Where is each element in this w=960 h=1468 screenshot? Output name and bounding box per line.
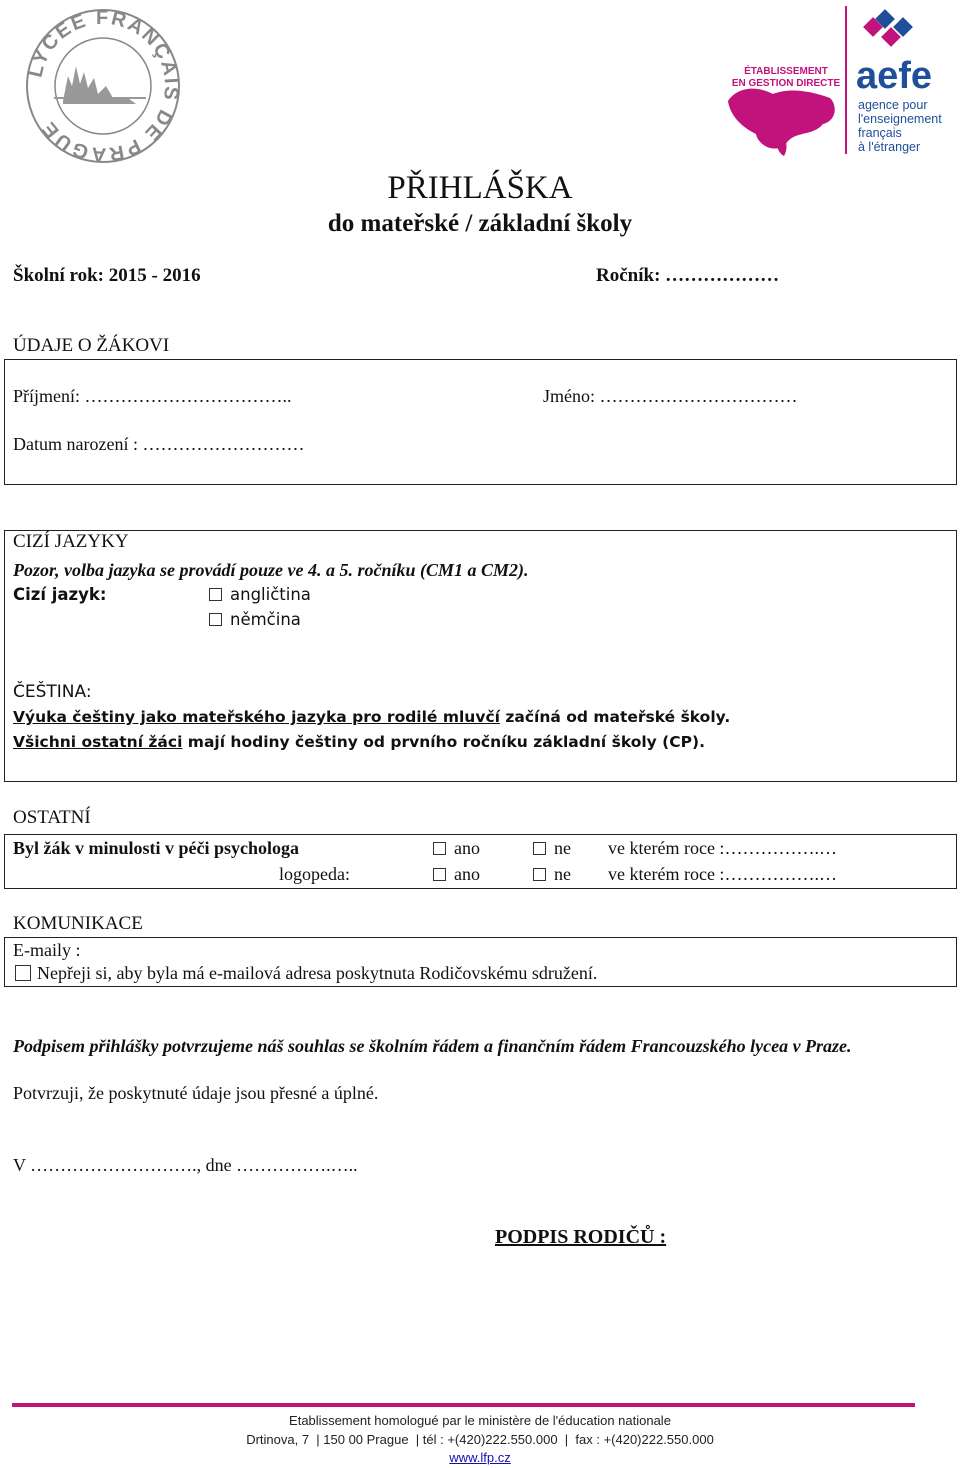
option-german-label: němčina	[230, 610, 301, 629]
egd-line2: EN GESTION DIRECTE	[731, 78, 841, 89]
school-year: Školní rok: 2015 - 2016	[13, 265, 201, 286]
page-title: PŘIHLÁŠKA	[387, 170, 573, 206]
checkbox-german[interactable]	[209, 613, 222, 626]
aefe-line3: français	[858, 126, 902, 140]
communication-heading: KOMUNIKACE	[13, 913, 143, 934]
checkbox-speech-no[interactable]	[533, 868, 546, 881]
email-optout[interactable]	[15, 963, 597, 984]
emails-field[interactable]: E-maily :	[13, 940, 81, 960]
czech-heading: ČEŠTINA:	[13, 682, 92, 702]
czech-line2	[13, 733, 705, 751]
checkbox-english[interactable]	[209, 588, 222, 601]
czech-line2-rest: mají hodiny češtiny od prvního ročníku základní školy (CP).	[182, 733, 705, 751]
speech-year-field[interactable]: ve kterém roce :…………….…	[608, 864, 837, 884]
option-english[interactable]	[209, 585, 311, 604]
consent-statement: Podpisem přihlášky potvrzujeme náš souhlas se školním řádem a finančním řádem Francouzského lycea v Praze.	[13, 1036, 852, 1056]
speech-yes[interactable]	[433, 864, 480, 885]
aefe-line4: à l'étranger	[858, 140, 921, 154]
psychologist-label: Byl žák v minulosti v péči psychologa	[13, 838, 300, 858]
czech-line1-underlined: Výuka češtiny jako mateřského jazyka pro rodilé mluvčí	[13, 708, 500, 726]
lfp-logo-text: LYCEE FRANÇAIS DE PRAGUE	[24, 6, 183, 166]
checkbox-psych-no[interactable]	[533, 842, 546, 855]
languages-heading: CIZÍ JAZYKY	[13, 531, 129, 552]
option-german[interactable]	[209, 610, 301, 629]
aefe-name: aefe	[856, 55, 933, 97]
aefe-logo	[718, 6, 953, 161]
email-optout-label: Nepřeji si, aby byla má e-mailová adresa poskytnuta Rodičovskému sdružení.	[37, 963, 598, 983]
aefe-line2: l'enseignement	[858, 112, 942, 126]
psych-yes[interactable]	[433, 838, 480, 859]
footer-line1: Etablissement homologué par le ministère de l'éducation nationale	[289, 1413, 671, 1428]
website-link[interactable]: www.lfp.cz	[449, 1450, 511, 1465]
languages-note: Pozor, volba jazyka se provádí pouze ve 4. a 5. ročníku (CM1 a CM2).	[13, 560, 529, 580]
footer-line2: Drtinova, 7 | 150 00 Prague | tél : +(420)222.550.000 | fax : +(420)222.550.000	[246, 1432, 714, 1447]
psych-yes-label: ano	[454, 838, 480, 858]
student-heading: ÚDAJE O ŽÁKOVI	[13, 335, 170, 356]
firstname-field[interactable]: Jméno: ……………………………	[543, 386, 798, 406]
czech-line2-underlined: Všichni ostatní žáci	[13, 733, 183, 751]
czech-line1	[13, 708, 730, 726]
checkbox-psych-yes[interactable]	[433, 842, 446, 855]
confirm-statement: Potvrzuji, že poskytnuté údaje jsou přesné a úplné.	[13, 1083, 379, 1103]
grade-field[interactable]: Ročník: ………………	[596, 265, 780, 286]
speech-no[interactable]	[533, 864, 571, 885]
birthdate-field[interactable]: Datum narození : ………………………	[13, 434, 305, 454]
page-subtitle: do mateřské / základní školy	[327, 210, 633, 237]
checkbox-speech-yes[interactable]	[433, 868, 446, 881]
psych-year-field[interactable]: ve kterém roce :…………….…	[608, 838, 837, 858]
surname-field[interactable]: Příjmení: ……………………………..	[13, 386, 292, 406]
parents-signature-label: PODPIS RODIČŮ :	[495, 1226, 667, 1248]
lfp-logo	[18, 6, 188, 166]
footer-link-wrap	[0, 1450, 960, 1465]
aefe-line1: agence pour	[858, 98, 928, 112]
psych-no-label: ne	[554, 838, 571, 858]
checkbox-email-optout[interactable]	[15, 965, 31, 981]
place-date-field[interactable]: V ………………………., dne …………….…..	[13, 1155, 358, 1175]
student-box	[4, 359, 957, 485]
svg-text:LYCEE FRANÇAIS DE PRAGUE	[25, 7, 183, 165]
egd-line1: ÉTABLISSEMENT	[744, 66, 828, 77]
speech-no-label: ne	[554, 864, 571, 884]
foreign-language-label: Cizí jazyk:	[13, 585, 107, 604]
footer-divider	[12, 1403, 915, 1407]
option-english-label: angličtina	[230, 585, 311, 604]
czech-line1-rest: začíná od mateřské školy.	[499, 708, 731, 726]
other-heading: OSTATNÍ	[13, 807, 91, 828]
speech-yes-label: ano	[454, 864, 480, 884]
speech-therapist-label: logopeda:	[279, 864, 350, 884]
psych-no[interactable]	[533, 838, 571, 859]
